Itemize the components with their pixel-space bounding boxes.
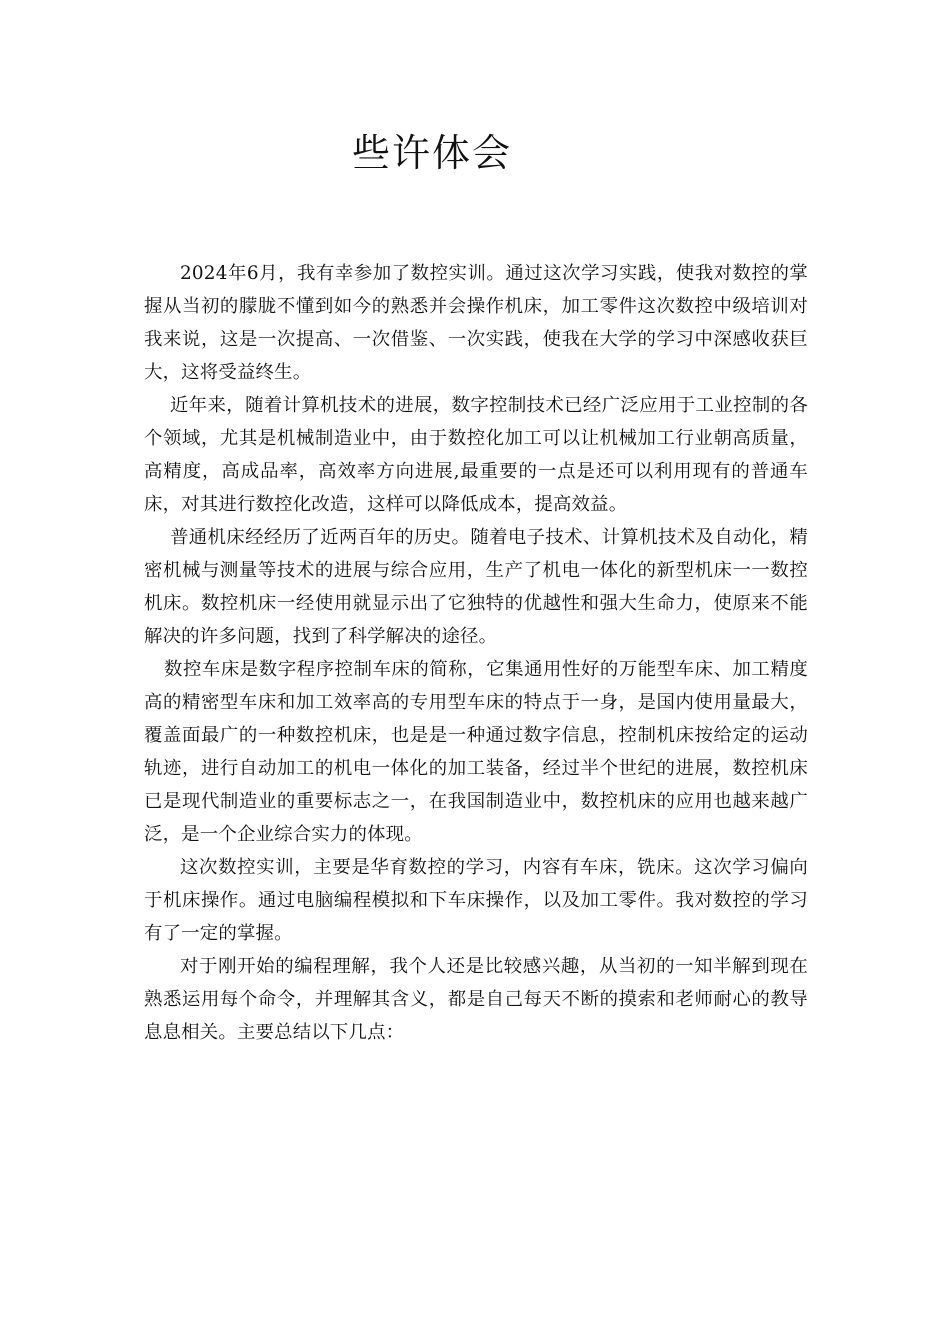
document-title: 些许体会: [351, 131, 512, 175]
paragraph-5: 这次数控实训，主要是华育数控的学习，内容有车床，铣床。这次学习偏向于机床操作。通过电脑编程模拟和下车床操作，以及加工零件。我对数控的学习有了一定的掌握。: [144, 857, 808, 944]
paragraph-4: 数控车床是数字程序控制车床的简称，它集通用性好的万能型车床、加工精度高的精密型车床和加工效率高的专用型车床的特点于一身，是国内使用量最大，覆盖面最广的一种数控机床，也是是一种通过数字信息，控制机床按给定的运动轨迹，进行自动加工的机电一体化的加工装备，经过半个世纪的进展，数控机床已是现代制造业的重要标志之一，在我国制造业中，数控机床的应用也越来越广泛，是一个企业综合实力的体现。: [144, 659, 808, 845]
document-body: [144, 257, 808, 1049]
paragraph-2: 近年来，随着计算机技术的进展，数字控制技术已经广泛应用于工业控制的各个领域，尤其是机械制造业中，由于数控化加工可以让机械加工行业朝高质量，高精度，高成品率，高效率方向进展,最重要的一点是还可以利用现有的普通车床，对其进行数控化改造，这样可以降低成本，提高效益。: [144, 395, 808, 515]
paragraph-6: 对于刚开始的编程理解，我个人还是比较感兴趣，从当初的一知半解到现在熟悉运用每个命令，并理解其含义，都是自己每天不断的摸索和老师耐心的教导息息相关。主要总结以下几点：: [144, 956, 808, 1043]
paragraph-3: 普通机床经经历了近两百年的历史。随着电子技术、计算机技术及自动化，精密机械与测量等技术的进展与综合应用，生产了机电一体化的新型机床一一数控机床。数控机床一经使用就显示出了它独特的优越性和强大生命力，使原来不能解决的许多问题，找到了科学解决的途径。: [144, 527, 808, 647]
paragraph-1: 2024年6月，我有幸参加了数控实训。通过这次学习实践，使我对数控的掌握从当初的朦胧不懂到如今的熟悉并会操作机床，加工零件这次数控中级培训对我来说，这是一次提高、一次借鉴、一次实践，使我在大学的学习中深感收获巨大，这将受益终生。: [144, 263, 808, 383]
